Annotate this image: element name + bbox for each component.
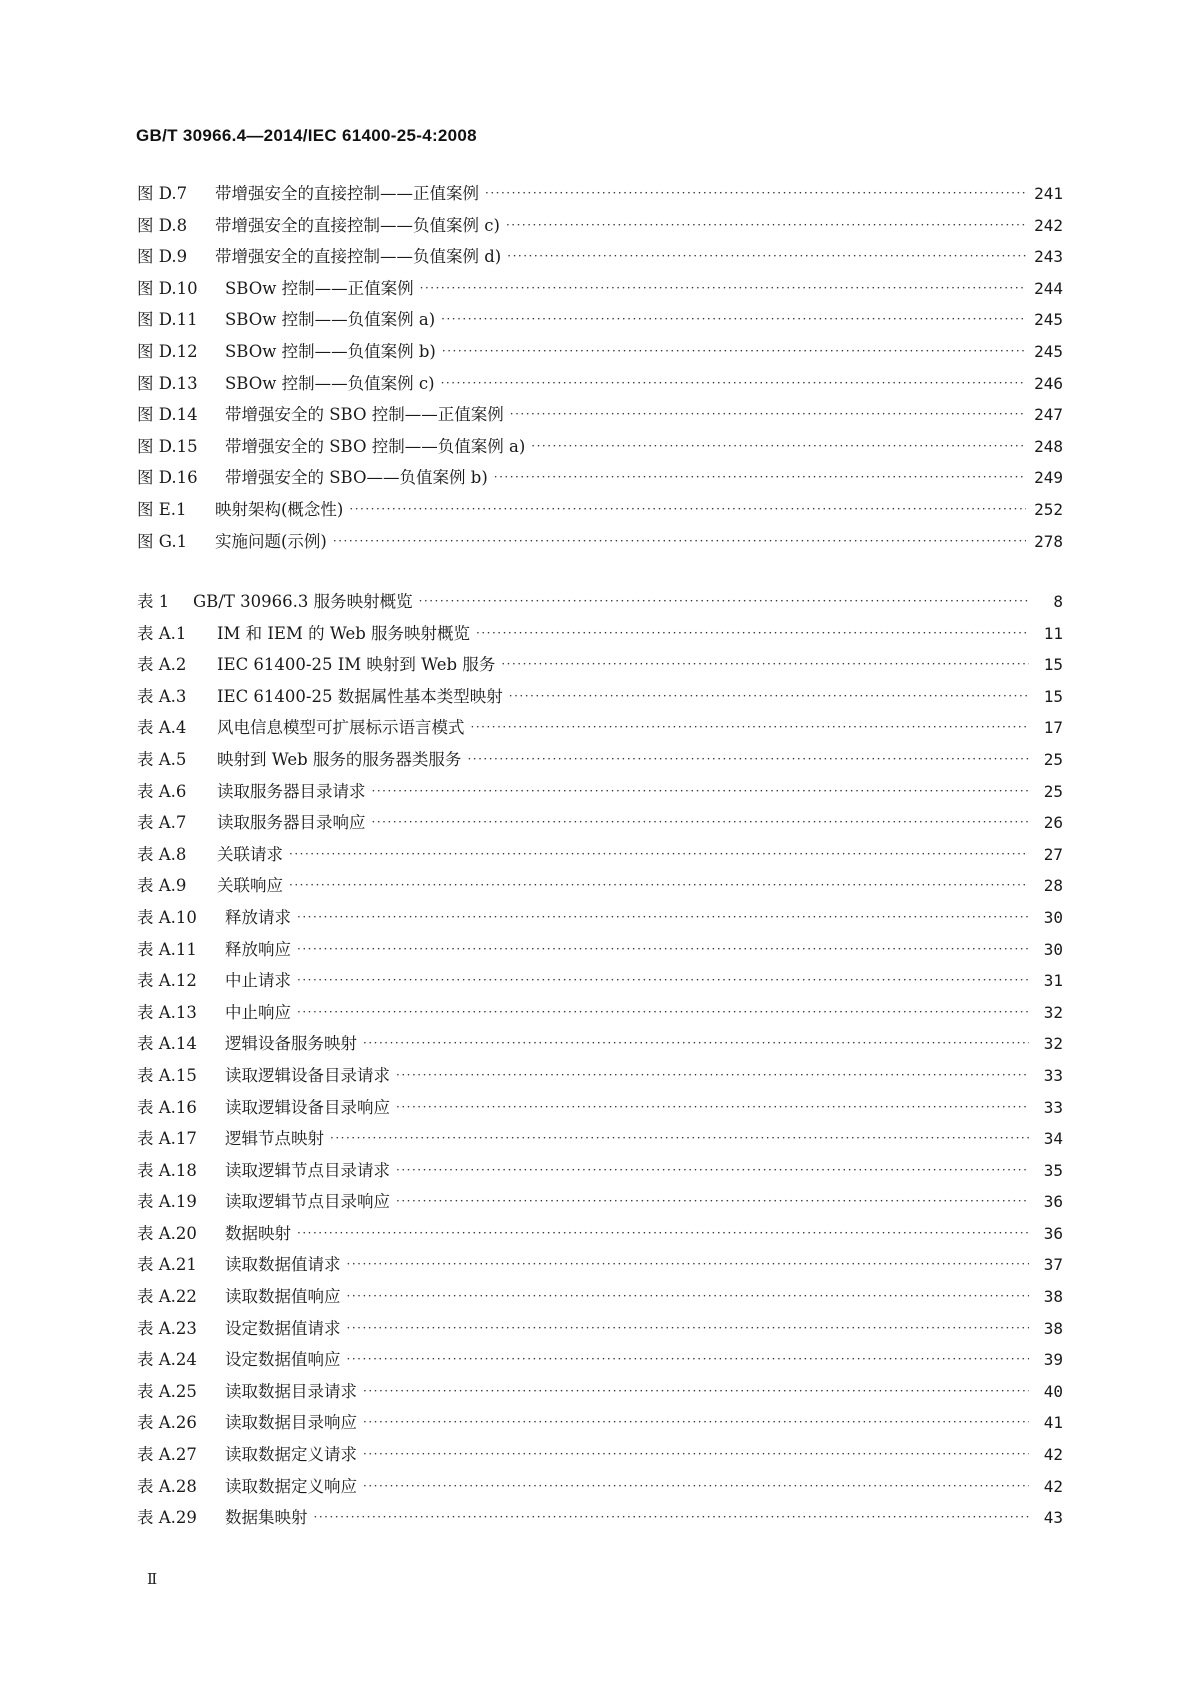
dot-leader xyxy=(363,1479,1029,1493)
toc-entry[interactable] xyxy=(137,1378,1063,1410)
figure-list xyxy=(137,180,1063,559)
dot-leader xyxy=(485,186,1026,200)
toc-entry[interactable] xyxy=(137,967,1063,999)
entry-number: 表 A.10 xyxy=(137,907,197,927)
entry-number: 表 A.23 xyxy=(137,1318,197,1338)
entry-page: 40 xyxy=(1043,1381,1063,1401)
entry-number: 表 A.6 xyxy=(137,781,187,801)
toc-entry[interactable] xyxy=(137,809,1063,841)
toc-entry[interactable] xyxy=(137,683,1063,715)
toc-entry[interactable] xyxy=(137,243,1063,275)
entry-title: 逻辑设备服务映射 xyxy=(225,1034,357,1054)
entry-title: SBOw 控制——负值案例 c) xyxy=(225,373,435,393)
entry-page: 38 xyxy=(1043,1318,1063,1338)
dot-leader xyxy=(396,1100,1029,1114)
entry-number: 图 E.1 xyxy=(137,499,187,519)
toc-entry[interactable] xyxy=(137,872,1063,904)
toc-entry[interactable] xyxy=(137,1030,1063,1062)
entry-number: 表 A.19 xyxy=(137,1192,197,1212)
entry-title: 设定数据值请求 xyxy=(225,1318,341,1338)
entry-number: 表 A.7 xyxy=(137,813,187,833)
toc-entry[interactable] xyxy=(137,464,1063,496)
entry-title: IEC 61400-25 IM 映射到 Web 服务 xyxy=(217,655,496,675)
entry-number: 表 A.1 xyxy=(137,623,187,643)
entry-page: 33 xyxy=(1043,1065,1063,1085)
entry-title: 带增强安全的 SBO 控制——负值案例 a) xyxy=(225,436,526,456)
entry-title: IEC 61400-25 数据属性基本类型映射 xyxy=(217,686,503,706)
entry-page: 15 xyxy=(1043,655,1063,675)
toc-entry[interactable] xyxy=(137,778,1063,810)
entry-number: 图 D.9 xyxy=(137,247,188,267)
toc-entry[interactable] xyxy=(137,275,1063,307)
toc-entry[interactable] xyxy=(137,1315,1063,1347)
dot-leader xyxy=(347,1352,1030,1366)
entry-page: 30 xyxy=(1043,907,1063,927)
entry-title: 读取数据目录响应 xyxy=(225,1413,357,1433)
dot-leader xyxy=(467,752,1029,766)
entry-page: 28 xyxy=(1043,876,1063,896)
dot-leader xyxy=(347,1257,1030,1271)
toc-entry[interactable] xyxy=(137,746,1063,778)
entry-title: GB/T 30966.3 服务映射概览 xyxy=(193,592,413,611)
toc-entry[interactable] xyxy=(137,370,1063,402)
toc-entry[interactable] xyxy=(137,1062,1063,1094)
dot-leader xyxy=(372,784,1030,798)
dot-leader xyxy=(349,502,1026,516)
dot-leader xyxy=(289,847,1029,861)
toc-entry[interactable] xyxy=(137,620,1063,652)
entry-page: 36 xyxy=(1043,1192,1063,1212)
entry-page: 252 xyxy=(1034,499,1063,519)
dot-leader xyxy=(347,1321,1030,1335)
toc-entry[interactable] xyxy=(137,1094,1063,1126)
entry-number: 图 D.11 xyxy=(137,310,198,330)
entry-page: 246 xyxy=(1034,373,1063,393)
entry-title: 关联请求 xyxy=(217,844,283,864)
entry-page: 241 xyxy=(1034,184,1063,203)
entry-page: 33 xyxy=(1043,1097,1063,1117)
entry-title: 读取服务器目录请求 xyxy=(217,781,366,801)
entry-number: 表 A.25 xyxy=(137,1381,197,1401)
entry-page: 38 xyxy=(1043,1287,1063,1307)
toc-entry[interactable] xyxy=(137,528,1063,560)
entry-number: 表 A.20 xyxy=(137,1223,197,1243)
dot-leader xyxy=(420,281,1026,295)
dot-leader xyxy=(506,218,1026,232)
toc-entry[interactable] xyxy=(137,936,1063,968)
entry-title: 中止响应 xyxy=(225,1002,291,1022)
dot-leader xyxy=(507,249,1026,263)
dot-leader xyxy=(442,344,1026,358)
entry-page: 249 xyxy=(1034,468,1063,488)
entry-title: 带增强安全的直接控制——负值案例 d) xyxy=(215,247,502,267)
toc-entry[interactable] xyxy=(137,1157,1063,1189)
entry-number: 表 A.11 xyxy=(137,939,197,959)
dot-leader xyxy=(476,626,1029,640)
page-number-footer: Ⅱ xyxy=(147,1570,158,1588)
entry-page: 25 xyxy=(1043,749,1063,769)
entry-page: 242 xyxy=(1034,215,1063,235)
entry-title: SBOw 控制——正值案例 xyxy=(225,278,414,298)
dot-leader xyxy=(363,1415,1029,1429)
entry-page: 37 xyxy=(1043,1255,1063,1275)
entry-page: 243 xyxy=(1034,247,1063,267)
entry-number: 图 D.13 xyxy=(137,373,198,393)
entry-title: SBOw 控制——负值案例 a) xyxy=(225,310,436,330)
entry-number: 表 A.15 xyxy=(137,1065,197,1085)
entry-title: 映射到 Web 服务的服务器类服务 xyxy=(217,749,462,769)
toc-entry[interactable] xyxy=(137,904,1063,936)
dot-leader xyxy=(363,1447,1029,1461)
dot-leader xyxy=(396,1194,1029,1208)
toc-entry[interactable] xyxy=(137,306,1063,338)
entry-page: 32 xyxy=(1043,1034,1063,1054)
entry-title: 设定数据值响应 xyxy=(225,1350,341,1370)
document-header: GB/T 30966.4—2014/IEC 61400-25-4:2008 xyxy=(136,126,477,145)
entry-page: 34 xyxy=(1043,1129,1063,1149)
entry-number: 表 A.28 xyxy=(137,1476,197,1496)
dot-leader xyxy=(494,470,1026,484)
entry-number: 表 A.22 xyxy=(137,1287,197,1307)
entry-number: 表 A.3 xyxy=(137,686,187,706)
entry-page: 245 xyxy=(1034,310,1063,330)
toc-entry[interactable] xyxy=(137,1251,1063,1283)
toc-entry[interactable] xyxy=(137,588,1063,620)
dot-leader xyxy=(531,439,1026,453)
entry-title: 关联响应 xyxy=(217,876,283,896)
toc-entry[interactable] xyxy=(137,1188,1063,1220)
entry-page: 8 xyxy=(1053,592,1063,611)
toc-entry[interactable] xyxy=(137,1283,1063,1315)
toc-entry[interactable] xyxy=(137,1220,1063,1252)
entry-title: IM 和 IEM 的 Web 服务映射概览 xyxy=(217,623,471,643)
entry-number: 表 A.27 xyxy=(137,1445,197,1465)
entry-title: 带增强安全的 SBO 控制——正值案例 xyxy=(225,405,504,425)
entry-page: 26 xyxy=(1043,813,1063,833)
dot-leader xyxy=(419,594,1029,608)
dot-leader xyxy=(441,312,1026,326)
toc-entry[interactable] xyxy=(137,1409,1063,1441)
entry-number: 图 G.1 xyxy=(137,531,188,551)
dot-leader xyxy=(471,720,1030,734)
entry-title: 读取逻辑节点目录请求 xyxy=(225,1160,390,1180)
toc-entry[interactable] xyxy=(137,496,1063,528)
dot-leader xyxy=(297,910,1029,924)
entry-page: 42 xyxy=(1043,1476,1063,1496)
entry-page: 42 xyxy=(1043,1445,1063,1465)
dot-leader xyxy=(372,815,1030,829)
entry-title: 带增强安全的 SBO——负值案例 b) xyxy=(225,468,488,488)
entry-number: 图 D.10 xyxy=(137,278,198,298)
entry-number: 表 A.26 xyxy=(137,1413,197,1433)
entry-number: 表 A.21 xyxy=(137,1255,197,1275)
entry-number: 表 A.14 xyxy=(137,1034,197,1054)
entry-number: 图 D.15 xyxy=(137,436,198,456)
entry-page: 27 xyxy=(1043,844,1063,864)
entry-title: 逻辑节点映射 xyxy=(225,1129,324,1149)
dot-leader xyxy=(396,1068,1029,1082)
entry-title: 读取逻辑节点目录响应 xyxy=(225,1192,390,1212)
entry-number: 图 D.14 xyxy=(137,405,198,425)
entry-number: 表 A.8 xyxy=(137,844,187,864)
entry-title: 带增强安全的直接控制——负值案例 c) xyxy=(215,215,500,235)
entry-title: 中止请求 xyxy=(225,971,291,991)
dot-leader xyxy=(289,878,1029,892)
dot-leader xyxy=(330,1131,1029,1145)
entry-number: 表 A.16 xyxy=(137,1097,197,1117)
entry-number: 表 A.4 xyxy=(137,718,187,738)
entry-title: 数据映射 xyxy=(225,1223,291,1243)
entry-number: 表 A.18 xyxy=(137,1160,197,1180)
dot-leader xyxy=(314,1510,1030,1524)
entry-title: 读取逻辑设备目录响应 xyxy=(225,1097,390,1117)
entry-title: 带增强安全的直接控制——正值案例 xyxy=(215,184,479,203)
entry-title: SBOw 控制——负值案例 b) xyxy=(225,341,436,361)
toc-entry[interactable] xyxy=(137,401,1063,433)
entry-title: 实施问题(示例) xyxy=(215,531,327,551)
entry-title: 数据集映射 xyxy=(225,1508,308,1528)
entry-page: 15 xyxy=(1043,686,1063,706)
toc-entry[interactable] xyxy=(137,1346,1063,1378)
entry-title: 读取数据目录请求 xyxy=(225,1381,357,1401)
entry-title: 释放响应 xyxy=(225,939,291,959)
toc-entry[interactable] xyxy=(137,1473,1063,1505)
entry-page: 32 xyxy=(1043,1002,1063,1022)
entry-title: 映射架构(概念性) xyxy=(215,499,344,519)
dot-leader xyxy=(441,376,1027,390)
entry-number: 表 A.13 xyxy=(137,1002,197,1022)
toc-entry[interactable] xyxy=(137,212,1063,244)
entry-number: 表 A.24 xyxy=(137,1350,197,1370)
toc-entry[interactable] xyxy=(137,999,1063,1031)
dot-leader xyxy=(510,407,1026,421)
entry-page: 247 xyxy=(1034,405,1063,425)
entry-page: 41 xyxy=(1043,1413,1063,1433)
entry-number: 表 A.5 xyxy=(137,749,187,769)
dot-leader xyxy=(297,1005,1029,1019)
entry-page: 43 xyxy=(1043,1508,1063,1528)
toc-entry[interactable] xyxy=(137,714,1063,746)
entry-title: 读取数据定义响应 xyxy=(225,1476,357,1496)
dot-leader xyxy=(347,1289,1030,1303)
entry-title: 读取数据值响应 xyxy=(225,1287,341,1307)
entry-number: 图 D.8 xyxy=(137,215,188,235)
dot-leader xyxy=(333,534,1026,548)
dot-leader xyxy=(297,942,1029,956)
dot-leader xyxy=(297,973,1029,987)
entry-number: 图 D.7 xyxy=(137,184,188,203)
toc-entry[interactable] xyxy=(137,1125,1063,1157)
entry-title: 读取数据定义请求 xyxy=(225,1445,357,1465)
entry-number: 表 A.29 xyxy=(137,1508,197,1528)
dot-leader xyxy=(509,689,1029,703)
entry-number: 图 D.16 xyxy=(137,468,198,488)
entry-page: 244 xyxy=(1034,278,1063,298)
entry-page: 39 xyxy=(1043,1350,1063,1370)
table-list xyxy=(137,588,1063,1536)
dot-leader xyxy=(297,1226,1029,1240)
entry-page: 11 xyxy=(1043,623,1063,643)
entry-title: 风电信息模型可扩展标示语言模式 xyxy=(217,718,465,738)
entry-title: 读取数据值请求 xyxy=(225,1255,341,1275)
toc-entry[interactable] xyxy=(137,433,1063,465)
dot-leader xyxy=(363,1384,1029,1398)
entry-page: 248 xyxy=(1034,436,1063,456)
entry-title: 读取服务器目录响应 xyxy=(217,813,366,833)
dot-leader xyxy=(396,1163,1029,1177)
entry-page: 35 xyxy=(1043,1160,1063,1180)
toc-entry[interactable] xyxy=(137,651,1063,683)
toc-entry[interactable] xyxy=(137,841,1063,873)
entry-number: 表 A.17 xyxy=(137,1129,197,1149)
entry-page: 245 xyxy=(1034,341,1063,361)
entry-number: 表 A.2 xyxy=(137,655,187,675)
entry-page: 30 xyxy=(1043,939,1063,959)
entry-title: 释放请求 xyxy=(225,907,291,927)
entry-number: 表 1 xyxy=(137,592,170,611)
entry-number: 表 A.9 xyxy=(137,876,187,896)
entry-page: 31 xyxy=(1043,971,1063,991)
entry-page: 17 xyxy=(1043,718,1063,738)
dot-leader xyxy=(363,1036,1029,1050)
entry-page: 25 xyxy=(1043,781,1063,801)
toc-entry[interactable] xyxy=(137,1441,1063,1473)
entry-page: 36 xyxy=(1043,1223,1063,1243)
toc-entry[interactable] xyxy=(137,180,1063,212)
entry-title: 读取逻辑设备目录请求 xyxy=(225,1065,390,1085)
toc-entry[interactable] xyxy=(137,1504,1063,1536)
dot-leader xyxy=(501,657,1029,671)
entry-number: 表 A.12 xyxy=(137,971,197,991)
toc-entry[interactable] xyxy=(137,338,1063,370)
entry-number: 图 D.12 xyxy=(137,341,198,361)
entry-page: 278 xyxy=(1034,531,1063,551)
